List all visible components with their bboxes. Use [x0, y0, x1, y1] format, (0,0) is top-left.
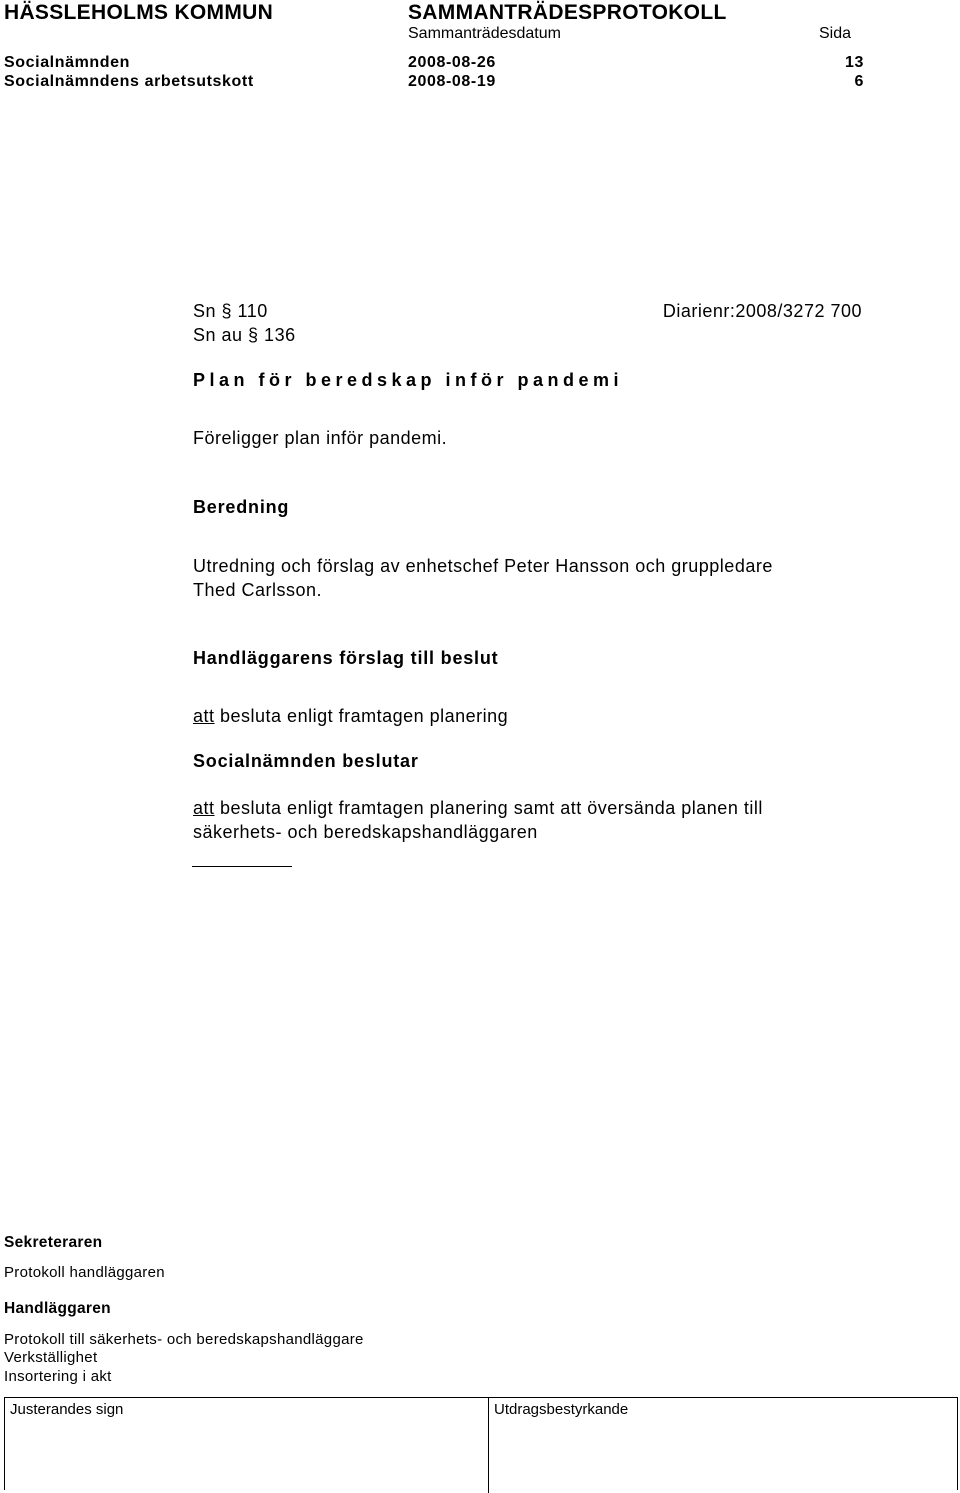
extract-certification-label: Utdragsbestyrkande	[494, 1401, 629, 1418]
handler-item: Protokoll till säkerhets- och beredskapshandläggare	[4, 1331, 364, 1348]
decision-att: att	[193, 798, 215, 818]
page-label: Sida	[819, 25, 852, 42]
proposal-heading: Handläggarens förslag till beslut	[193, 648, 499, 668]
adjuster-signature-label: Justerandes sign	[10, 1401, 124, 1418]
beredning-heading: Beredning	[193, 497, 290, 517]
header-date-2: 2008-08-19	[408, 73, 496, 90]
header-page-1: 13	[845, 54, 864, 71]
decision-body: besluta enligt framtagen planering samt att översända planen till	[214, 798, 763, 818]
paragraph-number-sn: Sn § 110	[193, 301, 268, 321]
proposal-att: att	[193, 706, 215, 726]
header-organ-2: Socialnämndens arbetsutskott	[4, 73, 254, 90]
decision-text-line2: säkerhets- och beredskapshandläggaren	[193, 822, 538, 842]
header-organ-1: Socialnämnden	[4, 54, 131, 71]
diary-number: Diarienr:2008/3272 700	[662, 301, 862, 321]
end-rule	[192, 866, 292, 867]
meeting-date-label: Sammanträdesdatum	[408, 25, 561, 42]
decision-heading: Socialnämnden beslutar	[193, 751, 419, 771]
paragraph-number-snau: Sn au § 136	[193, 325, 296, 345]
proposal-text	[193, 706, 508, 727]
handler-item: Verkställighet	[4, 1349, 98, 1366]
document-type: SAMMANTRÄDESPROTOKOLL	[408, 1, 727, 24]
secretary-item: Protokoll handläggaren	[4, 1264, 165, 1281]
beredning-text-line2: Thed Carlsson.	[193, 580, 323, 600]
decision-text-line1	[193, 798, 763, 819]
handler-item: Insortering i akt	[4, 1368, 112, 1385]
municipality-name: HÄSSLEHOLMS KOMMUN	[4, 1, 274, 24]
handler-heading: Handläggaren	[4, 1300, 111, 1317]
intro-text: Föreligger plan inför pandemi.	[193, 428, 448, 448]
header-page-2: 6	[854, 73, 864, 90]
beredning-text-line1: Utredning och förslag av enhetschef Peter Hansson och gruppledare	[193, 556, 773, 576]
proposal-body: besluta enligt framtagen planering	[214, 706, 509, 726]
signature-divider	[488, 1397, 489, 1493]
secretary-heading: Sekreteraren	[4, 1234, 103, 1251]
case-title: Plan för beredskap inför pandemi	[193, 370, 624, 390]
header-date-1: 2008-08-26	[408, 54, 496, 71]
signature-box	[4, 1397, 958, 1490]
